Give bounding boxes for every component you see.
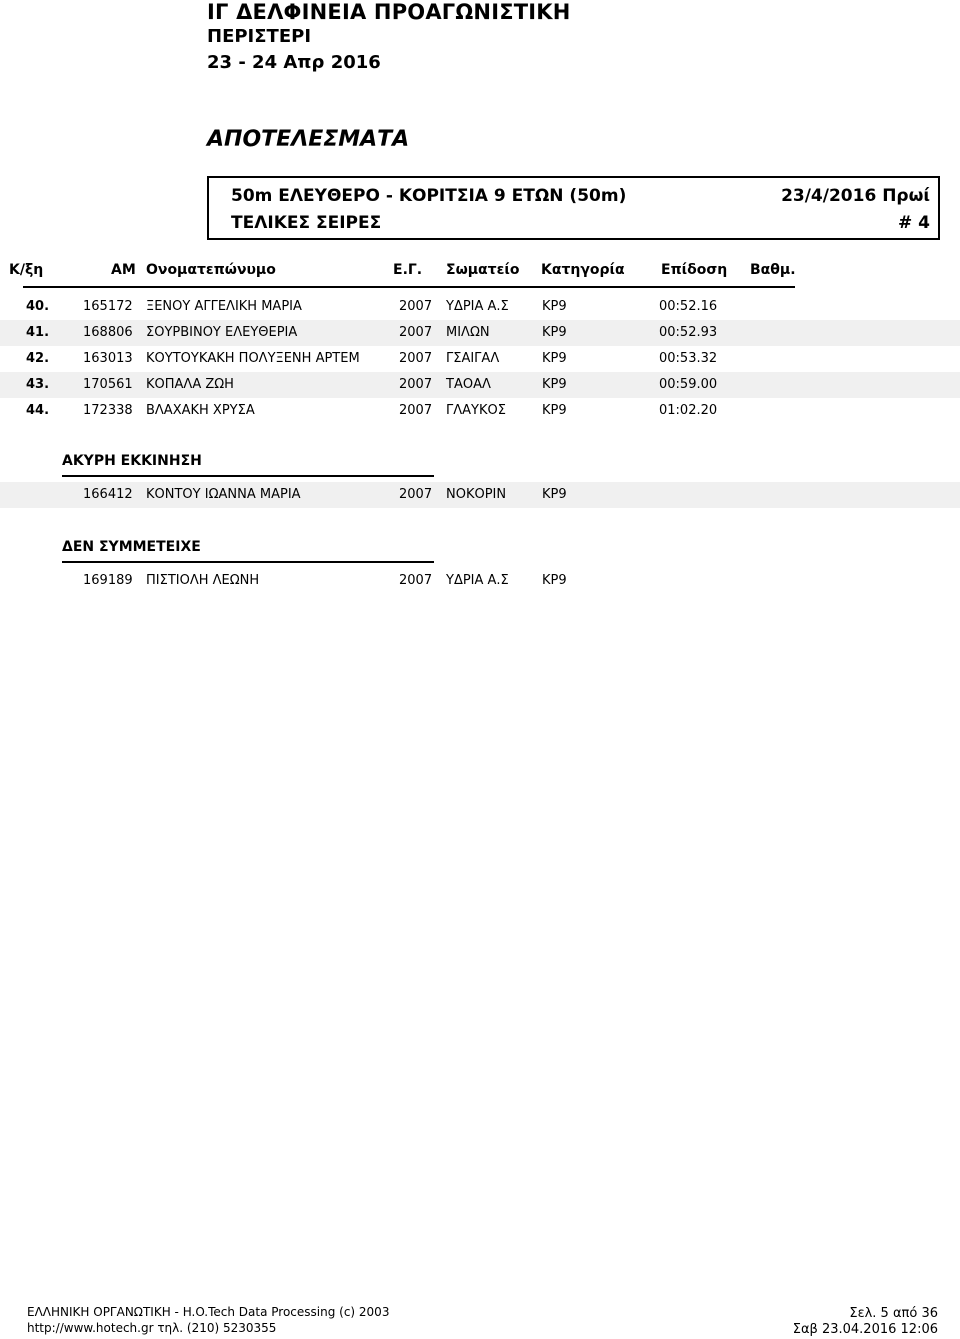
club-cell: ΥΔΡΙΑ Α.Σ xyxy=(446,299,509,314)
event-heat: # 4 xyxy=(898,213,930,233)
did-not-start-divider xyxy=(62,561,434,563)
event-box xyxy=(207,176,940,240)
table-row xyxy=(0,346,960,372)
false-start-divider xyxy=(62,475,434,477)
table-row xyxy=(0,398,960,424)
time-cell: 00:53.32 xyxy=(659,351,718,366)
rank-cell: 44. xyxy=(26,403,50,418)
meet-title: ΙΓ ΔΕΛΦΙΝΕΙΑ ΠΡΟΑΓΩΝΙΣΤΙΚΗ xyxy=(207,0,571,24)
time-cell: 00:59.00 xyxy=(659,377,718,392)
club-cell: ΓΛΑΥΚΟΣ xyxy=(446,403,506,418)
event-round: ΤΕΛΙΚΕΣ ΣΕΙΡΕΣ xyxy=(231,213,382,233)
event-title: 50m ΕΛΕΥΘΕΡΟ - ΚΟΡΙΤΣΙΑ 9 ΕΤΩΝ (50m) xyxy=(231,186,627,206)
category-cell: ΚΡ9 xyxy=(542,487,567,502)
col-time-header: Επίδοση xyxy=(661,262,728,278)
club-cell: ΓΣΑΙΓΑΛ xyxy=(446,351,500,366)
rank-cell: 42. xyxy=(26,351,50,366)
time-cell: 00:52.16 xyxy=(659,299,718,314)
category-cell: ΚΡ9 xyxy=(542,351,567,366)
time-cell: 00:52.93 xyxy=(659,325,718,340)
club-cell: ΤΑΟΑΛ xyxy=(446,377,491,392)
event-date-session: 23/4/2016 Πρωί xyxy=(781,186,930,206)
am-cell: 163013 xyxy=(83,351,133,366)
false-start-heading: ΑΚΥΡΗ ΕΚΚΙΝΗΣΗ xyxy=(62,453,202,469)
header-divider xyxy=(23,286,795,288)
time-cell: 01:02.20 xyxy=(659,403,718,418)
year-cell: 2007 xyxy=(399,351,433,366)
col-am-header: ΑΜ xyxy=(111,262,136,278)
am-cell: 166412 xyxy=(83,487,133,502)
year-cell: 2007 xyxy=(399,573,433,588)
year-cell: 2007 xyxy=(399,487,433,502)
am-cell: 165172 xyxy=(83,299,133,314)
name-cell: ΠΙΣΤΙΟΛΗ ΛΕΩΝΗ xyxy=(146,573,260,588)
category-cell: ΚΡ9 xyxy=(542,403,567,418)
rank-cell: 43. xyxy=(26,377,50,392)
year-cell: 2007 xyxy=(399,325,433,340)
col-name-header: Ονοματεπώνυμο xyxy=(146,262,276,278)
name-cell: ΚΟΥΤΟΥΚΑΚΗ ΠΟΛΥΞΕΝΗ ΑΡΤΕΜ xyxy=(146,351,360,366)
club-cell: ΥΔΡΙΑ Α.Σ xyxy=(446,573,509,588)
table-row xyxy=(0,320,960,346)
meet-venue: ΠΕΡΙΣΤΕΡΙ xyxy=(207,26,312,47)
am-cell: 172338 xyxy=(83,403,133,418)
footer-contact: http://www.hotech.gr τηλ. (210) 5230355 xyxy=(27,1321,277,1335)
footer-page-number: Σελ. 5 από 36 xyxy=(849,1306,938,1321)
did-not-start-heading: ΔΕΝ ΣΥΜΜΕΤΕΙΧΕ xyxy=(62,539,201,555)
club-cell: ΜΙΛΩΝ xyxy=(446,325,490,340)
results-heading: ΑΠΟΤΕΛΕΣΜΑΤΑ xyxy=(207,127,410,152)
footer-print-timestamp: Σαβ 23.04.2016 12:06 xyxy=(792,1322,938,1337)
table-row xyxy=(0,294,960,320)
table-row xyxy=(0,568,960,594)
name-cell: ΣΟΥΡΒΙΝΟΥ ΕΛΕΥΘΕΡΙΑ xyxy=(146,325,298,340)
name-cell: ΚΟΝΤΟΥ ΙΩΑΝΝΑ ΜΑΡΙΑ xyxy=(146,487,301,502)
table-row xyxy=(0,372,960,398)
am-cell: 168806 xyxy=(83,325,133,340)
col-points-header: Βαθμ. xyxy=(750,262,796,278)
category-cell: ΚΡ9 xyxy=(542,573,567,588)
year-cell: 2007 xyxy=(399,299,433,314)
am-cell: 170561 xyxy=(83,377,133,392)
rank-cell: 41. xyxy=(26,325,50,340)
footer-company: ΕΛΛΗΝΙΚΗ ΟΡΓΑΝΩΤΙΚΗ - H.O.Tech Data Processing (c) 2003 xyxy=(27,1305,390,1319)
category-cell: ΚΡ9 xyxy=(542,299,567,314)
category-cell: ΚΡ9 xyxy=(542,325,567,340)
col-club-header: Σωματείο xyxy=(446,262,520,278)
col-rank-header: Κ/ξη xyxy=(9,262,44,278)
am-cell: 169189 xyxy=(83,573,133,588)
year-cell: 2007 xyxy=(399,377,433,392)
col-category-header: Κατηγορία xyxy=(541,262,625,278)
name-cell: ΚΟΠΑΛΑ ΖΩΗ xyxy=(146,377,234,392)
table-row xyxy=(0,482,960,508)
rank-cell: 40. xyxy=(26,299,50,314)
col-year-header: Ε.Γ. xyxy=(393,262,423,278)
year-cell: 2007 xyxy=(399,403,433,418)
name-cell: ΞΕΝΟΥ ΑΓΓΕΛΙΚΗ ΜΑΡΙΑ xyxy=(146,299,302,314)
meet-dates: 23 - 24 Απρ 2016 xyxy=(207,52,381,73)
name-cell: ΒΛΑΧΑΚΗ ΧΡΥΣΑ xyxy=(146,403,255,418)
category-cell: ΚΡ9 xyxy=(542,377,567,392)
club-cell: ΝΟΚΟΡΙΝ xyxy=(446,487,507,502)
